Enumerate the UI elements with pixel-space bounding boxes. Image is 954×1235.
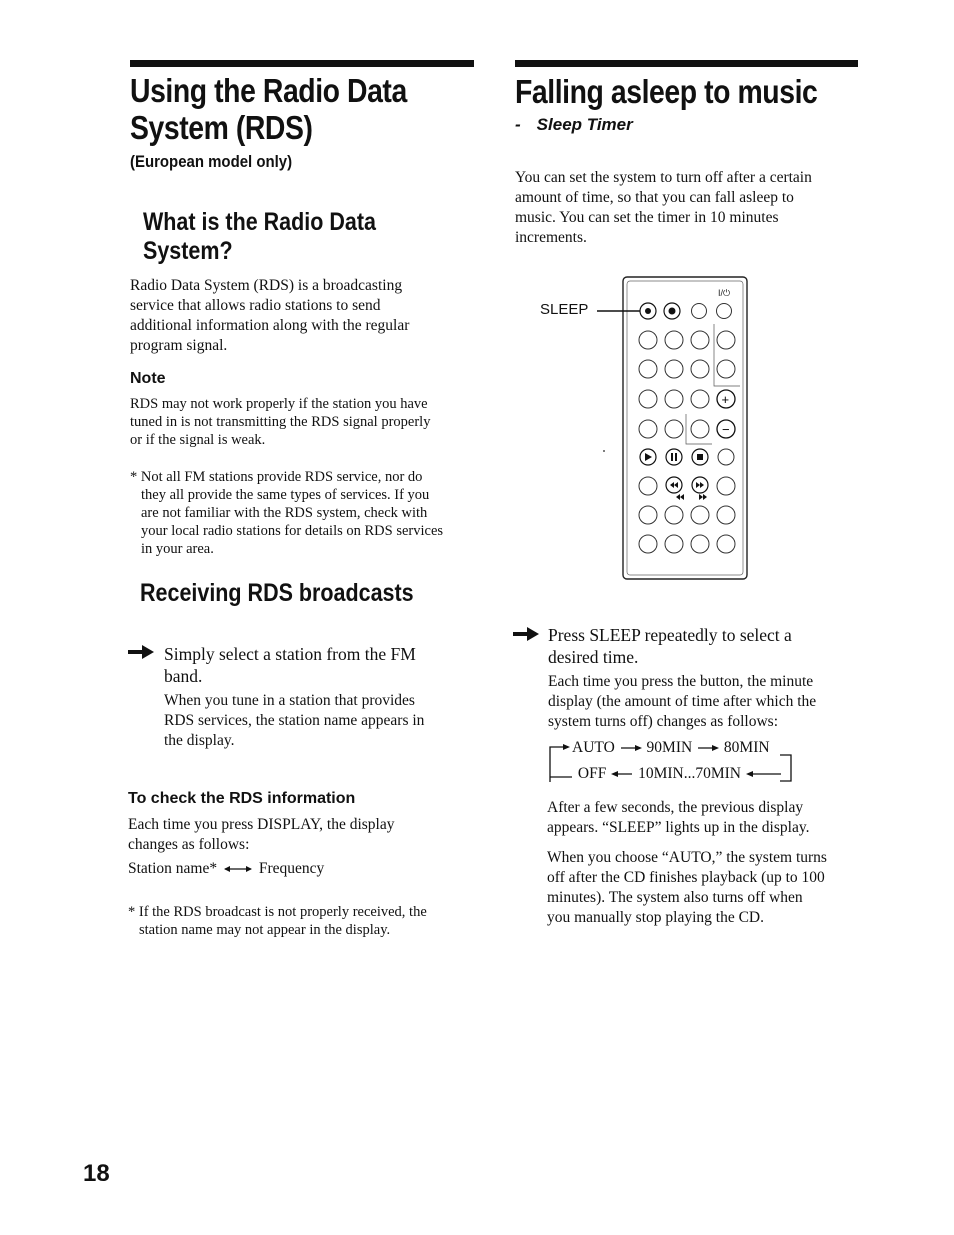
sleep-timer-subtitle: Sleep Timer bbox=[536, 115, 633, 134]
rds-description-line: additional information along with the regular bbox=[130, 317, 410, 334]
sleep-intro bbox=[515, 168, 860, 248]
sleep-intro-line: music. You can set the timer in 10 minutes bbox=[515, 209, 779, 226]
footnote-line: they all provide the same types of services. If you bbox=[141, 487, 430, 503]
arrow-right-icon bbox=[696, 743, 720, 753]
sleep-label: SLEEP bbox=[540, 301, 589, 318]
note-line: or if the signal is weak. bbox=[130, 432, 266, 448]
section-what-is-rds bbox=[143, 208, 414, 266]
step-select-station bbox=[164, 643, 416, 687]
left-title-line1: Using the Radio Data bbox=[130, 72, 407, 109]
rds-description bbox=[130, 276, 470, 356]
sleep-intro-line: amount of time, so that you can fall asleep to bbox=[515, 189, 794, 206]
left-title-line2: System (RDS) bbox=[130, 109, 313, 146]
footnote-line: * If the RDS broadcast is not properly received, the bbox=[128, 904, 427, 920]
subtitle-dash: - bbox=[515, 115, 521, 134]
auto-note-line: off after the CD finishes playback (up to 100 bbox=[547, 869, 825, 886]
cycle-top-row bbox=[572, 738, 770, 758]
step-body-line: the display. bbox=[164, 732, 235, 749]
footnote-line: station name may not appear in the display. bbox=[139, 922, 391, 938]
frequency-label: Frequency bbox=[258, 860, 325, 877]
check-rds-line: changes as follows: bbox=[128, 836, 250, 853]
section-what-is-rds-line2: System? bbox=[143, 237, 233, 265]
note-heading: Note bbox=[130, 370, 166, 387]
note-body bbox=[130, 395, 470, 449]
right-arrow-icon bbox=[128, 645, 154, 659]
display-cycle bbox=[128, 859, 324, 879]
auto-note-line: When you choose “AUTO,” the system turns bbox=[547, 849, 827, 866]
footnote-line: your local radio stations for details on RDS services bbox=[141, 523, 444, 539]
step-line: Simply select a station from the FM bbox=[164, 644, 416, 664]
right-title-rule bbox=[515, 60, 858, 67]
step-press-sleep bbox=[548, 624, 792, 668]
rds-description-line: Radio Data System (RDS) is a broadcasting bbox=[130, 277, 403, 294]
step-select-station-body bbox=[164, 691, 474, 751]
rds-description-line: program signal. bbox=[130, 337, 228, 354]
right-arrow-icon bbox=[513, 627, 539, 641]
note-line: RDS may not work properly if the station you have bbox=[130, 396, 428, 412]
footnote-line: * Not all FM stations provide RDS service, nor do bbox=[130, 469, 423, 485]
check-rds-body bbox=[128, 815, 468, 855]
arrow-left-icon bbox=[610, 769, 634, 779]
auto-mode-note bbox=[547, 848, 867, 928]
right-subtitle bbox=[515, 115, 633, 135]
footnote-fm-stations bbox=[130, 468, 475, 558]
arrow-left-icon bbox=[745, 769, 781, 779]
cycle-bottom-row bbox=[550, 764, 781, 784]
after-display-note bbox=[547, 798, 857, 838]
arrow-left-icon bbox=[550, 769, 574, 779]
step-body-line: display (the amount of time after which the bbox=[548, 693, 817, 710]
left-subtitle: (European model only) bbox=[130, 152, 293, 171]
footnote-line: are not familiar with the RDS system, check with bbox=[141, 505, 428, 521]
step-line: band. bbox=[164, 666, 203, 686]
sleep-intro-line: increments. bbox=[515, 229, 587, 246]
svg-text:−: − bbox=[722, 422, 730, 437]
step-body-line: When you tune in a station that provides bbox=[164, 692, 415, 709]
remote-control-icon bbox=[590, 274, 755, 584]
auto-note-line: minutes). The system also turns off when bbox=[547, 889, 803, 906]
double-arrow-icon bbox=[223, 864, 253, 874]
auto-note-line: you manually stop playing the CD. bbox=[547, 909, 764, 926]
page-number: 18 bbox=[83, 1160, 110, 1187]
svg-text:I/⏻: I/⏻ bbox=[718, 288, 731, 298]
left-title bbox=[130, 72, 452, 146]
footnote-rds-broadcast bbox=[128, 903, 473, 939]
cycle-10-70min: 10MIN...70MIN bbox=[638, 765, 741, 782]
arrow-right-icon bbox=[619, 743, 643, 753]
sleep-cycle-diagram bbox=[548, 741, 798, 787]
right-title: Falling asleep to music bbox=[515, 73, 818, 110]
cycle-off: OFF bbox=[577, 765, 607, 782]
left-title-rule bbox=[130, 60, 474, 67]
after-line: appears. “SLEEP” lights up in the display. bbox=[547, 819, 810, 836]
cycle-90min: 90MIN bbox=[646, 739, 693, 756]
svg-text:+: + bbox=[721, 392, 730, 407]
cycle-80min: 80MIN bbox=[723, 739, 770, 756]
after-line: After a few seconds, the previous display bbox=[547, 799, 804, 816]
step-body-line: Each time you press the button, the minute bbox=[548, 673, 814, 690]
section-receiving-rds: Receiving RDS broadcasts bbox=[140, 579, 414, 607]
step-line: Press SLEEP repeatedly to select a bbox=[548, 625, 792, 645]
step-press-sleep-body bbox=[548, 672, 858, 732]
station-name-label: Station name* bbox=[128, 860, 218, 877]
cycle-auto: AUTO bbox=[572, 739, 615, 756]
note-line: tuned in is not transmitting the RDS signal properly bbox=[130, 414, 431, 430]
step-body-line: system turns off) changes as follows: bbox=[548, 713, 779, 730]
step-line: desired time. bbox=[548, 647, 639, 667]
section-what-is-rds-line1: What is the Radio Data bbox=[143, 208, 376, 236]
rds-description-line: service that allows radio stations to send bbox=[130, 297, 381, 314]
check-rds-heading: To check the RDS information bbox=[128, 790, 356, 807]
sleep-intro-line: You can set the system to turn off after a certain bbox=[515, 169, 812, 186]
step-body-line: RDS services, the station name appears in bbox=[164, 712, 425, 729]
footnote-line: in your area. bbox=[141, 541, 214, 557]
check-rds-line: Each time you press DISPLAY, the display bbox=[128, 816, 395, 833]
